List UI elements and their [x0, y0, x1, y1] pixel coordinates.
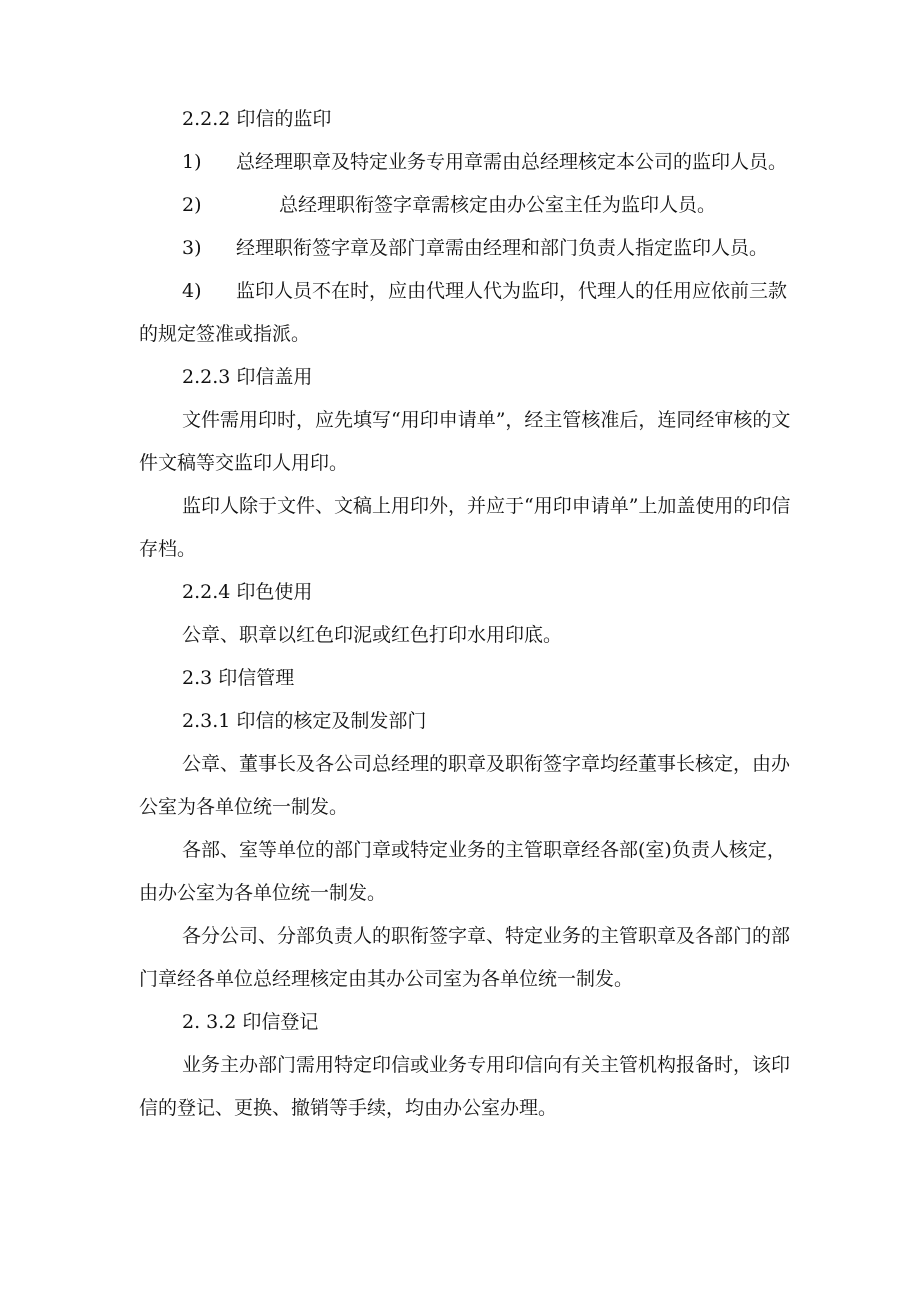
paragraph-2-3-1-b: 各部、室等单位的部门章或特定业务的主管职章经各部(室)负责人核定，由办公室为各单位统一制发。: [139, 839, 786, 904]
paragraph-2-2-3-b: 监印人除于文件、文稿上用印外，并应于“用印申请单”上加盖使用的印信存档。: [139, 495, 791, 560]
heading-2-3: 2.3 印信管理: [182, 667, 295, 689]
paragraph-2-3-1-a: 公章、董事长及各公司总经理的职章及职衔签字章均经董事长核定，由办公室为各单位统一制发。: [139, 753, 791, 818]
list-item-2-number: 2): [182, 194, 202, 216]
list-item-3: [139, 227, 800, 270]
list-item-4-text: 监印人员不在时，应由代理人代为监印，代理人的任用应依前三款的规定签准或指派。: [139, 280, 788, 345]
list-item-4: [139, 270, 800, 356]
list-item-3-text: 经理职衔签字章及部门章需由经理和部门负责人指定监印人员。: [236, 237, 769, 259]
paragraph-2-3-2: 业务主办部门需用特定印信或业务专用印信向有关主管机构报备时，该印信的登记、更换、撤销等手续，均由办公室办理。: [139, 1054, 791, 1119]
list-item-1-text: 总经理职章及特定业务专用章需由总经理核定本公司的监印人员。: [236, 151, 788, 173]
list-item-3-number: 3): [182, 237, 202, 259]
heading-2-2-4: 2.2.4 印色使用: [182, 581, 313, 603]
list-item-2-text: 总经理职衔签字章需核定由办公室主任为监印人员。: [279, 194, 717, 216]
list-item-1-number: 1): [182, 151, 202, 173]
heading-2-3-1: 2.3.1 印信的核定及制发部门: [182, 710, 427, 732]
paragraph-2-2-3-a: 文件需用印时，应先填写“用印申请单”，经主管核准后，连同经审核的文件文稿等交监印人用印。: [139, 409, 791, 474]
heading-2-2-2: 2.2.2 印信的监印: [182, 108, 332, 130]
list-item-2: [139, 184, 800, 227]
paragraph-2-3-1-c: 各分公司、分部负责人的职衔签字章、特定业务的主管职章及各部门的部门章经各单位总经理核定由其办公司室为各单位统一制发。: [139, 925, 791, 990]
list-item-4-number: 4): [182, 280, 202, 302]
heading-2-3-2: 2. 3.2 印信登记: [182, 1011, 319, 1033]
list-item-1: [139, 141, 800, 184]
heading-2-2-3: 2.2.3 印信盖用: [182, 366, 313, 388]
paragraph-2-2-4: 公章、职章以红色印泥或红色打印水用印底。: [182, 624, 563, 646]
